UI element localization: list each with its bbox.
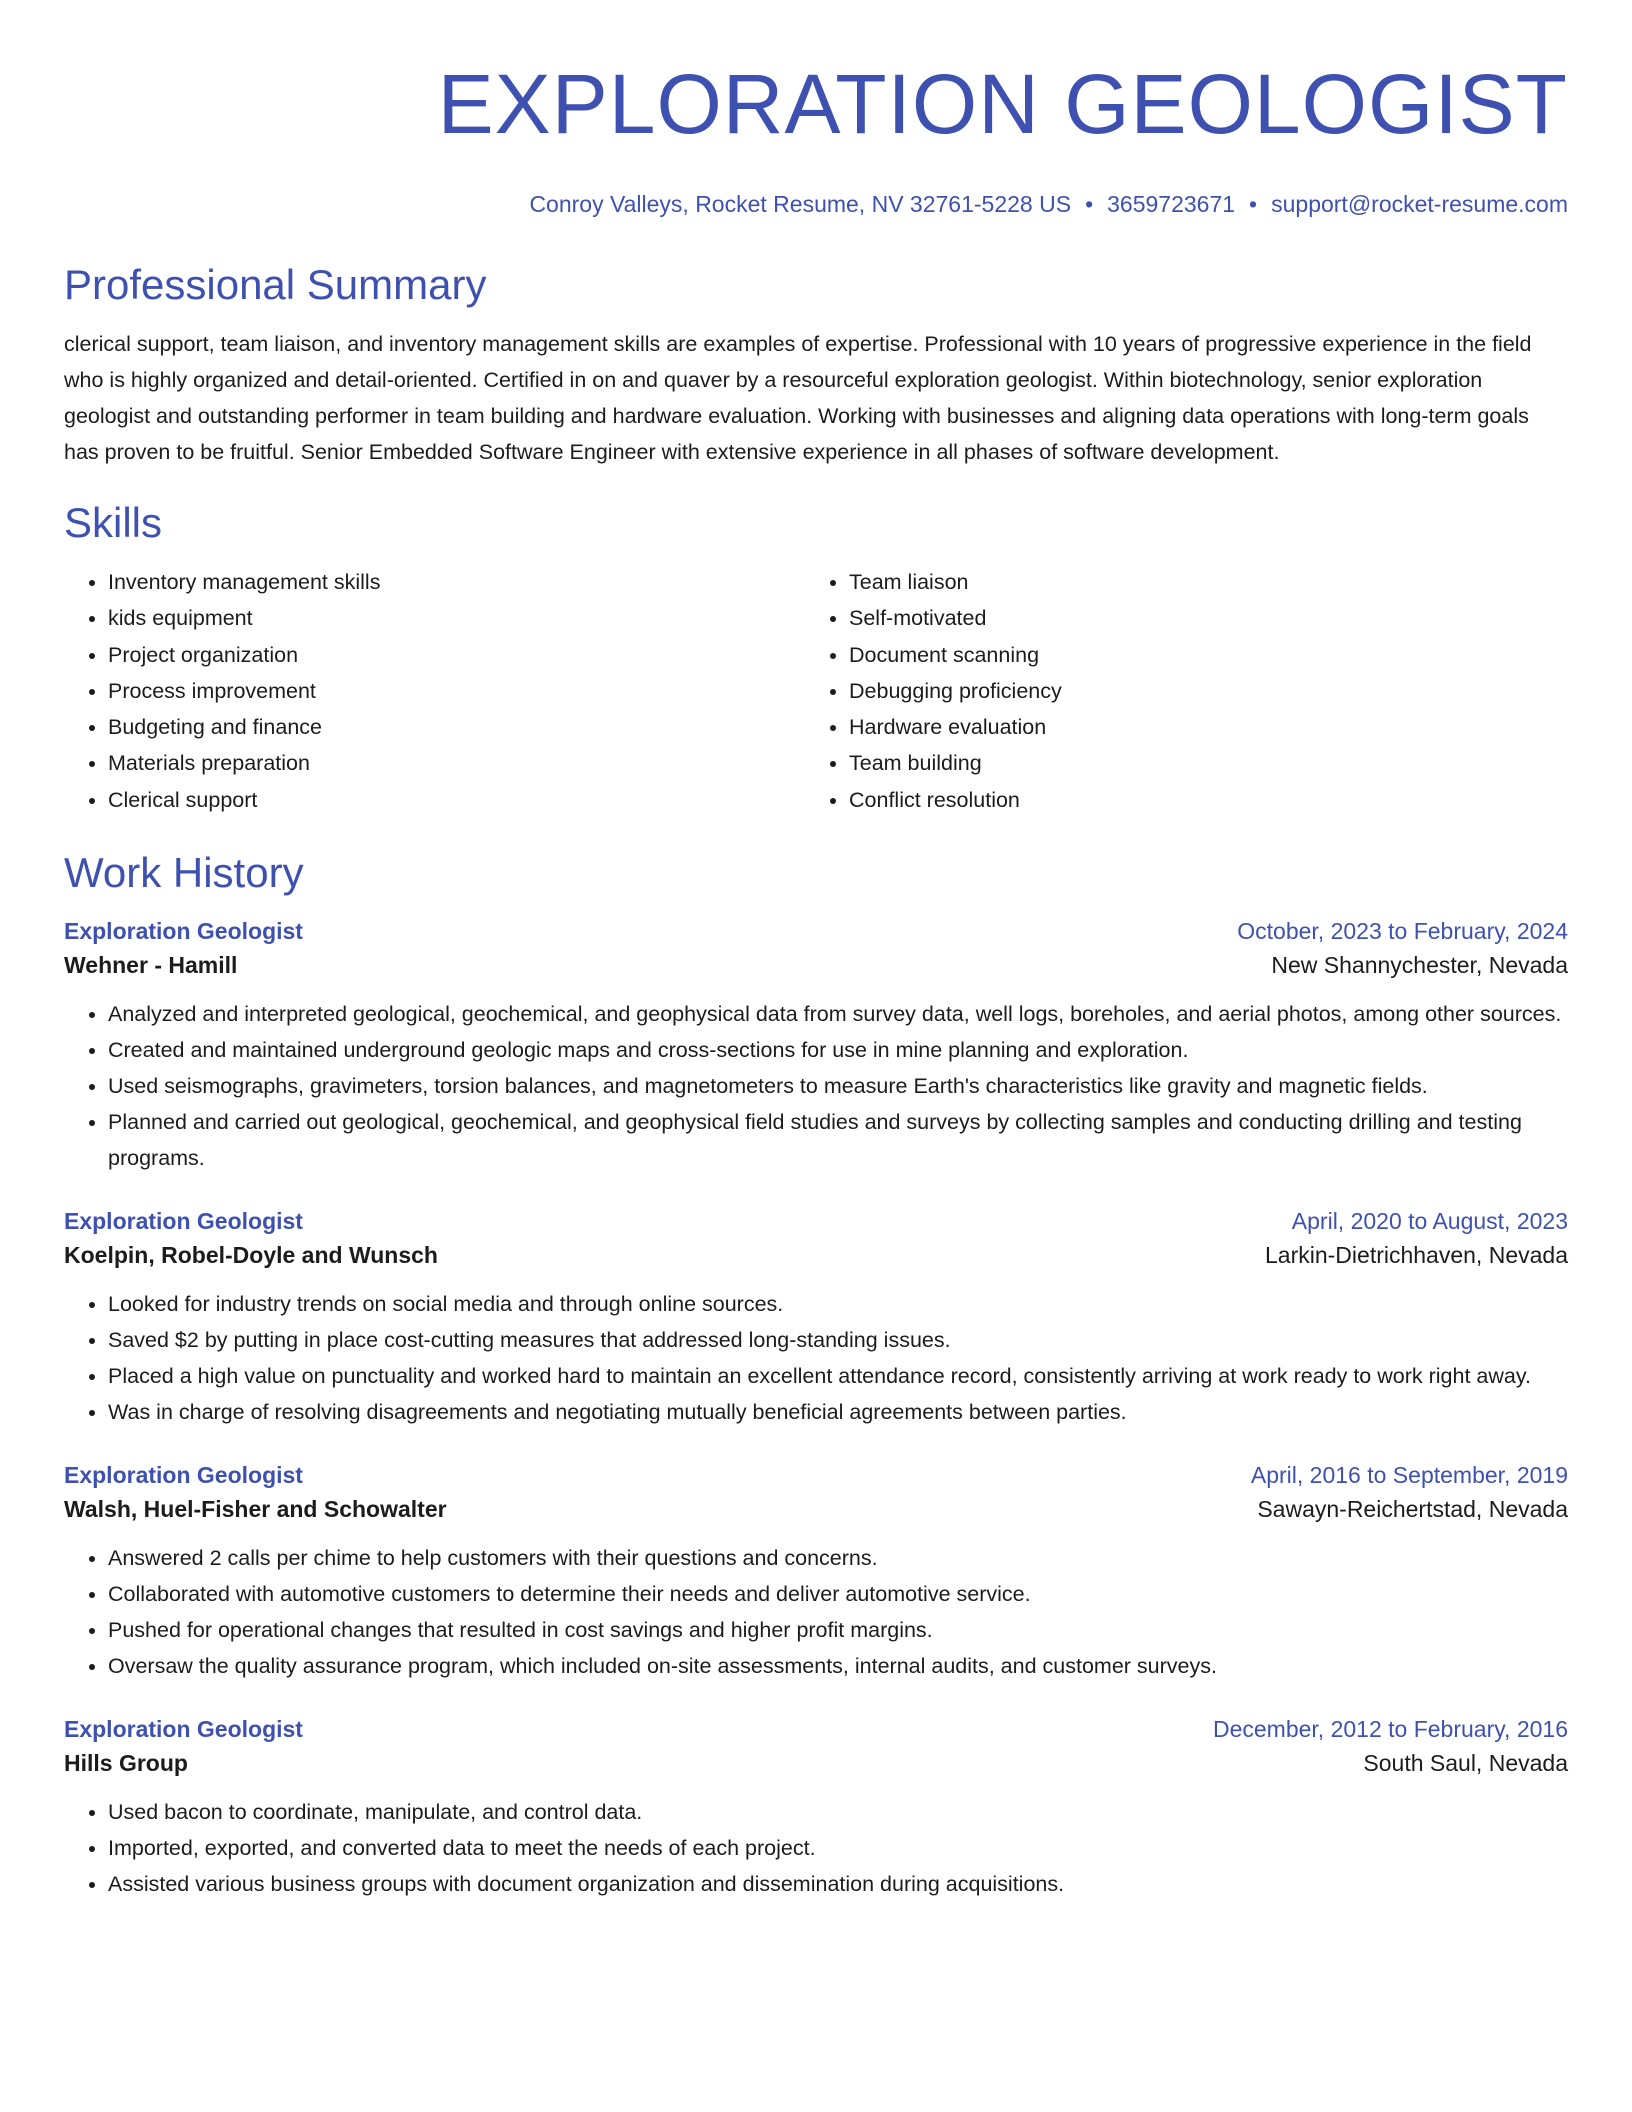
skill-item: • Self-motivated (849, 600, 1546, 636)
job-location: Sawayn-Reichertstad, Nevada (1257, 1496, 1568, 1523)
skills-section-title: Skills (64, 499, 163, 546)
contact-separator: • (1249, 191, 1258, 217)
job-title: Exploration Geologist (64, 1208, 303, 1235)
contact-address: Conroy Valleys, Rocket Resume, NV 32761-5228 US (529, 191, 1072, 217)
resume-name-heading: EXPLORATION GEOLOGIST (437, 57, 1568, 151)
contact-separator: • (1085, 191, 1094, 217)
skill-item: • Debugging proficiency (849, 673, 1546, 709)
skill-item: • Hardware evaluation (849, 709, 1546, 745)
job-duty: • Placed a high value on punctuality and worked hard to maintain an excellent attendance record, consistently arriving at work ready to work right away. (108, 1358, 1568, 1394)
job-header-row (64, 1714, 1568, 1744)
job-location: South Saul, Nevada (1363, 1750, 1568, 1777)
skills-list-left (64, 564, 805, 818)
job-duty: • Collaborated with automotive customers to determine their needs and deliver automotive service. (108, 1576, 1568, 1612)
job-title: Exploration Geologist (64, 918, 303, 945)
job-duty: • Created and maintained underground geologic maps and cross-sections for use in mine planning and exploration. (108, 1032, 1568, 1068)
skill-item: • Document scanning (849, 637, 1546, 673)
job-dates: April, 2016 to September, 2019 (1250, 1462, 1568, 1489)
job-company: Wehner - Hamill (64, 952, 238, 979)
contact-email[interactable]: support@rocket-resume.com (1271, 191, 1568, 217)
skill-item: • Clerical support (108, 782, 805, 818)
job-header-row (64, 1206, 1568, 1236)
job-company-row (64, 1490, 1568, 1528)
job-duty: • Oversaw the quality assurance program, which included on-site assessments, internal audits, and customer surveys. (108, 1648, 1568, 1684)
job-title: Exploration Geologist (64, 1462, 303, 1489)
job-company-row (64, 1236, 1568, 1274)
job-location: Larkin-Dietrichhaven, Nevada (1265, 1242, 1568, 1269)
skill-item: • Budgeting and finance (108, 709, 805, 745)
skill-item: • Team building (849, 745, 1546, 781)
job-duty: • Was in charge of resolving disagreements and negotiating mutually beneficial agreements between parties. (108, 1394, 1568, 1430)
job-company: Walsh, Huel-Fisher and Schowalter (64, 1496, 447, 1523)
job-entry (64, 1460, 1568, 1684)
job-dates: December, 2012 to February, 2016 (1212, 1716, 1568, 1743)
job-duties-list (64, 996, 1568, 1176)
resume-page (64, 0, 1568, 1902)
job-duties-list (64, 1286, 1568, 1430)
job-duties-list (64, 1794, 1568, 1902)
job-company-row (64, 946, 1568, 984)
job-duty: • Analyzed and interpreted geological, geochemical, and geophysical data from survey data, well logs, boreholes, and aerial photos, among other sources. (108, 996, 1568, 1032)
job-header-row (64, 916, 1568, 946)
job-company: Koelpin, Robel-Doyle and Wunsch (64, 1242, 438, 1269)
work-history-section-title: Work History (64, 849, 304, 897)
skill-item: • Process improvement (108, 673, 805, 709)
job-duty: • Answered 2 calls per chime to help customers with their questions and concerns. (108, 1540, 1568, 1576)
summary-text: clerical support, team liaison, and inventory management skills are examples of expertise. Professional with 10 years of progressive experience in the field who is highly organized and detail-oriented. Certified in on and quaver by a resourceful exploration geologist. Within biotechnology, senior exploration geologist and outstanding performer in team building and hardware evaluation. Working with businesses and aligning data operations with long-term goals has proven to be fruitful. Senior Embedded Software Engineer with extensive experience in all phases of software development. (64, 332, 1532, 464)
skills-list-right (805, 564, 1546, 818)
skill-item: • Project organization (108, 637, 805, 673)
skill-item: • Materials preparation (108, 745, 805, 781)
skill-item: • Conflict resolution (849, 782, 1546, 818)
contact-phone[interactable]: 3659723671 (1107, 191, 1236, 217)
job-location: New Shannychester, Nevada (1271, 952, 1568, 979)
job-duty: • Planned and carried out geological, geochemical, and geophysical field studies and surveys by collecting samples and conducting drilling and testing programs. (108, 1104, 1568, 1176)
skill-item: • Team liaison (849, 564, 1546, 600)
job-duties-list (64, 1540, 1568, 1684)
skill-item: • Inventory management skills (108, 564, 805, 600)
job-duty: • Pushed for operational changes that resulted in cost savings and higher profit margins. (108, 1612, 1568, 1648)
contact-line (64, 190, 1568, 218)
job-header-row (64, 1460, 1568, 1490)
job-duty: • Saved $2 by putting in place cost-cutting measures that addressed long-standing issues. (108, 1322, 1568, 1358)
job-entry (64, 1714, 1568, 1902)
job-company: Hills Group (64, 1750, 188, 1777)
job-duty: • Looked for industry trends on social media and through online sources. (108, 1286, 1568, 1322)
job-dates: October, 2023 to February, 2024 (1237, 918, 1568, 945)
job-company-row (64, 1744, 1568, 1782)
skill-item: • kids equipment (108, 600, 805, 636)
job-duty: • Imported, exported, and converted data to meet the needs of each project. (108, 1830, 1568, 1866)
job-duty: • Assisted various business groups with document organization and dissemination during acquisitions. (108, 1866, 1568, 1902)
job-dates: April, 2020 to August, 2023 (1291, 1208, 1568, 1235)
job-duty: • Used seismographs, gravimeters, torsion balances, and magnetometers to measure Earth's characteristics like gravity and magnetic fields. (108, 1068, 1568, 1104)
job-duty: • Used bacon to coordinate, manipulate, and control data. (108, 1794, 1568, 1830)
job-entry (64, 1206, 1568, 1430)
job-entry (64, 916, 1568, 1176)
summary-section-title: Professional Summary (64, 261, 487, 308)
job-title: Exploration Geologist (64, 1716, 303, 1743)
skills-grid (64, 564, 1568, 818)
